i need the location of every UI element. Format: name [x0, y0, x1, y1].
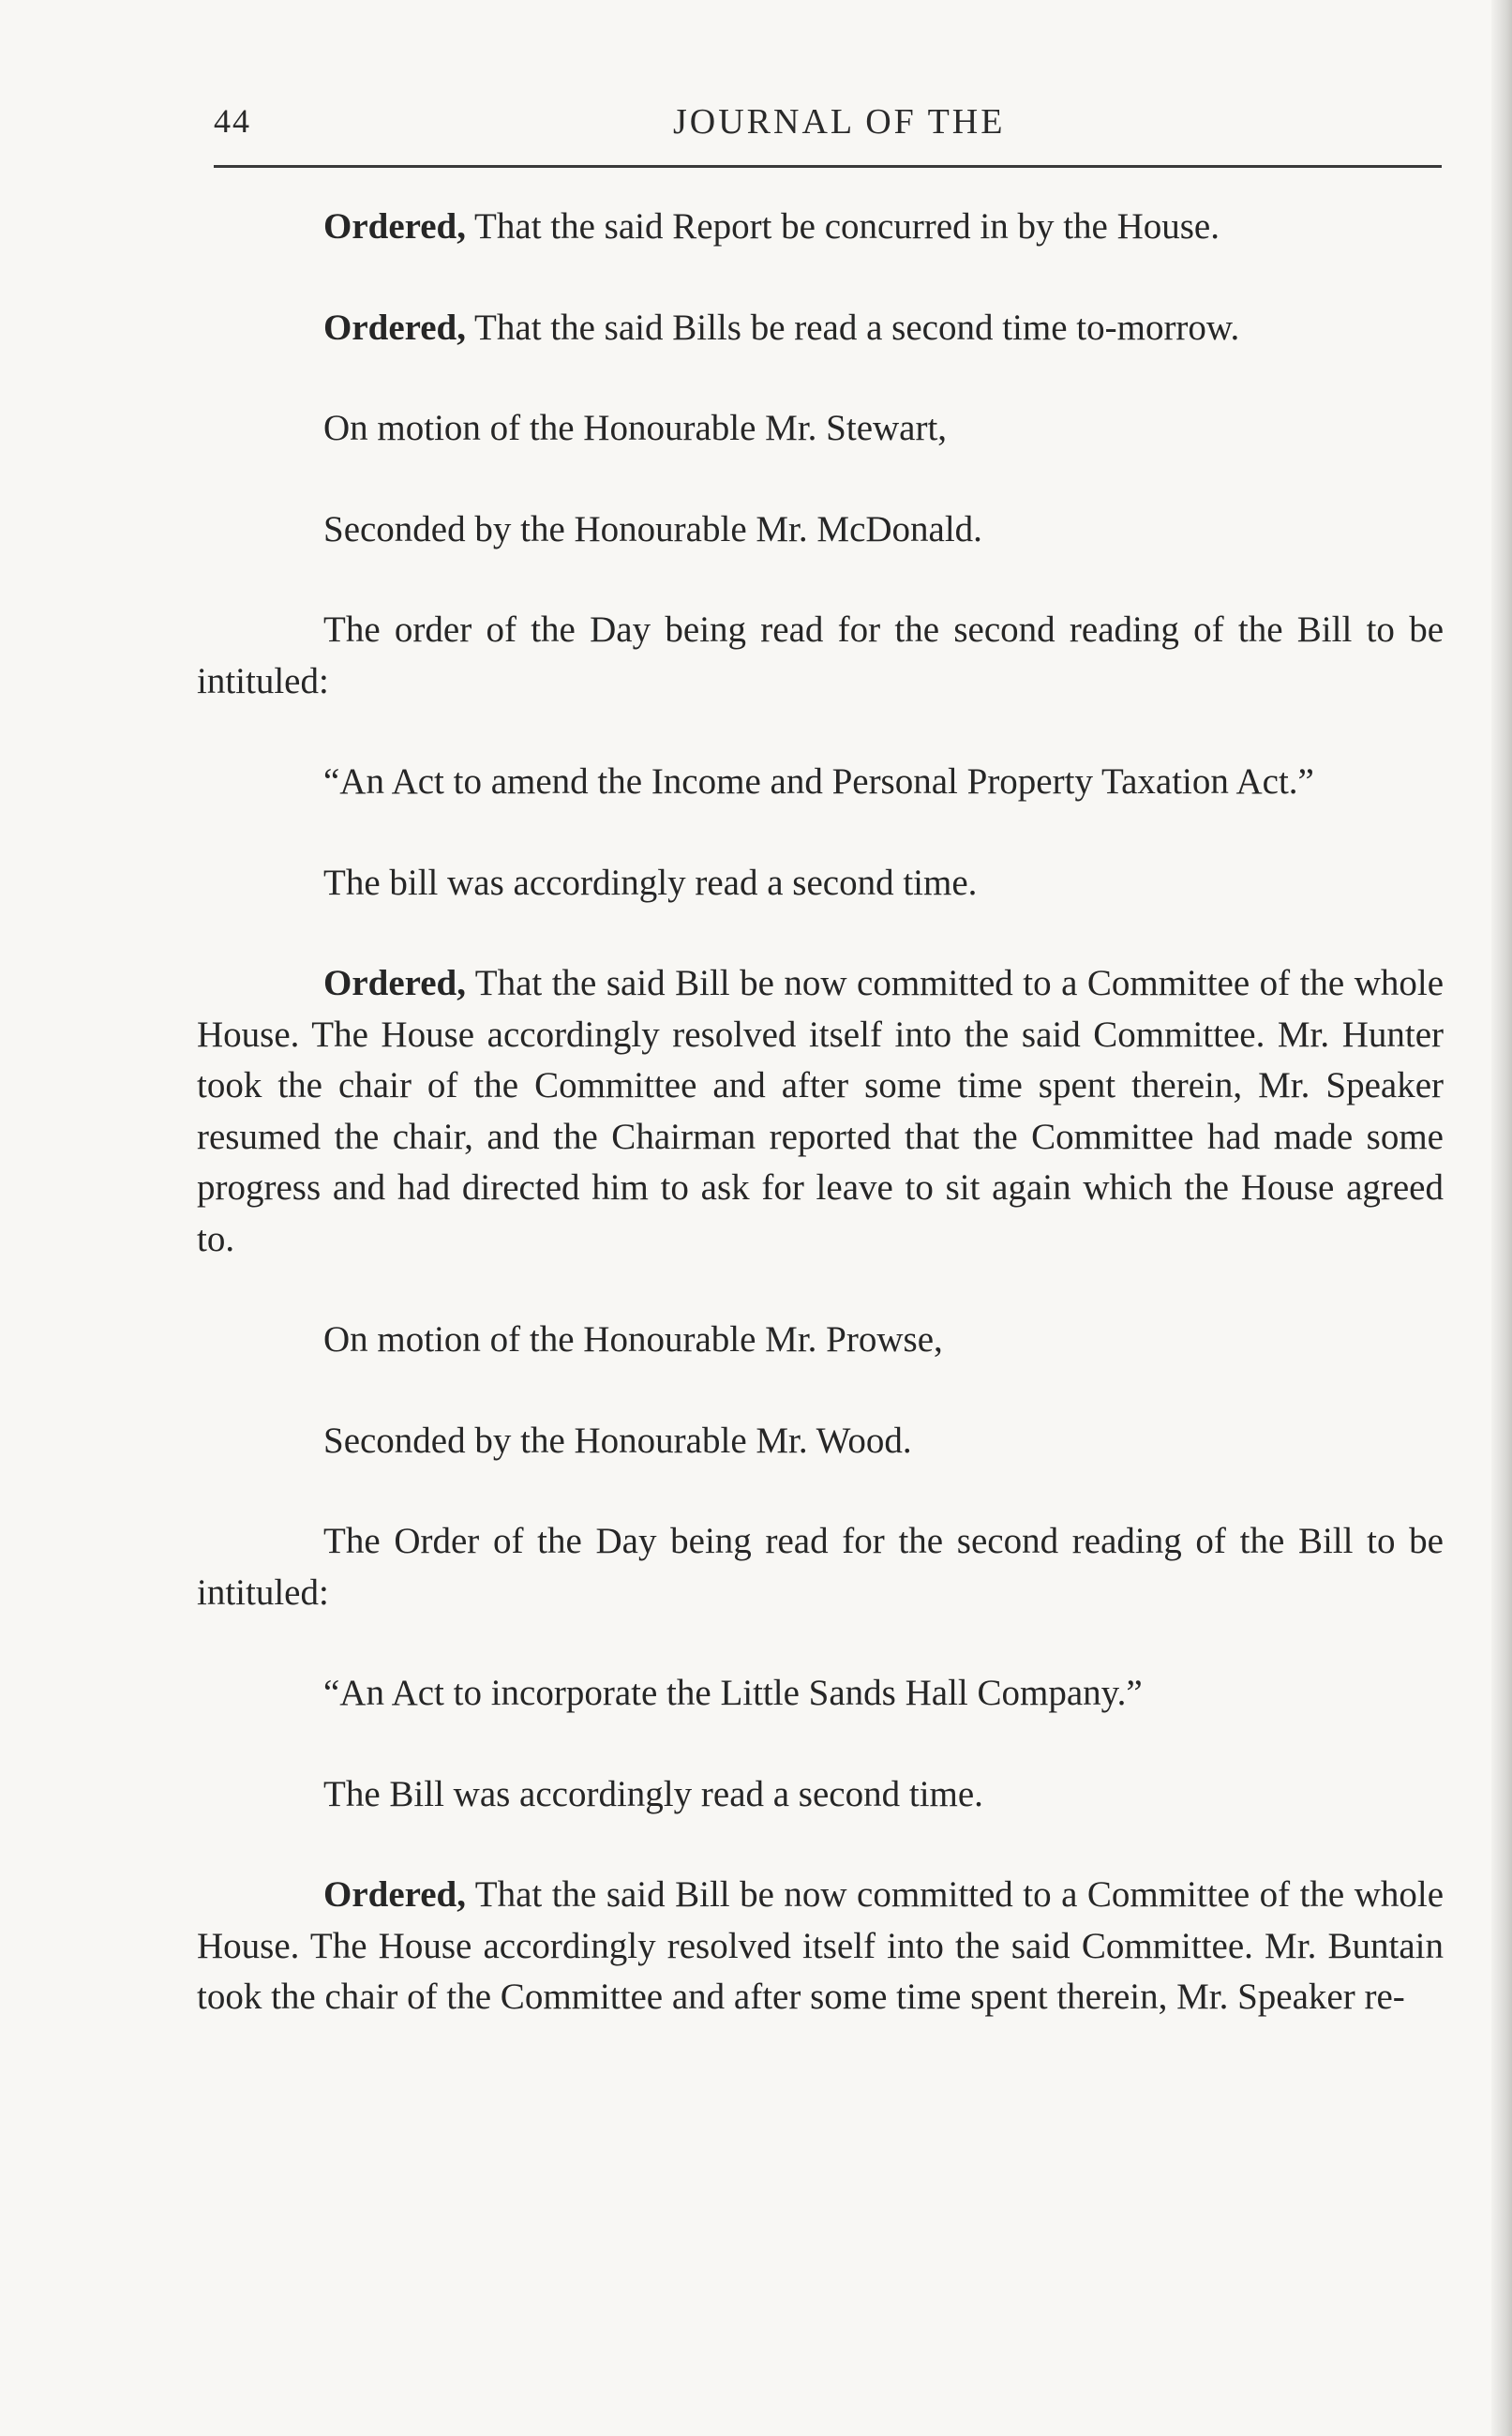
paragraph-bill-read-2	[197, 1769, 1444, 1821]
paragraph-text: That the said Bill be now committed to a Committee of the whole House. The House accordingly resolved itself into the said Committee. Mr. Buntain took the chair of the Committee and after some time spent therein, Mr. Speaker re-	[197, 1874, 1444, 2017]
paragraph-order-of-day-1	[197, 605, 1444, 707]
paragraph-text: On motion of the Honourable Mr. Stewart,	[323, 408, 948, 448]
paragraph-committee-hunter	[197, 958, 1444, 1265]
header-rule	[214, 165, 1442, 168]
paragraph-committee-buntain	[197, 1870, 1444, 2023]
paragraph-text: “An Act to incorporate the Little Sands Hall Company.”	[323, 1673, 1143, 1713]
paragraph-text: The Order of the Day being read for the second reading of the Bill to be intituled:	[197, 1521, 1444, 1613]
page-header	[214, 101, 1442, 158]
paragraph-text: “An Act to amend the Income and Personal Property Taxation Act.”	[323, 761, 1314, 802]
page-number: 44	[214, 102, 251, 140]
paragraph-report-concurred	[197, 202, 1444, 253]
paragraph-text: The Bill was accordingly read a second time.	[323, 1773, 983, 1814]
page-edge-shadow	[1491, 0, 1512, 2436]
running-title: JOURNAL OF THE	[673, 102, 1006, 142]
paragraph-text: That the said Bill be now committed to a Committee of the whole House. The House accordingly resolved itself into the said Committee. Mr. Hunter took the chair of the Committee and after some time spent therein, Mr. Speaker resumed the chair, and the Chairman reported that the Committee had made some progress and had directed him to ask for leave to sit again which the House agreed to.	[197, 963, 1444, 1259]
paragraph-text: That the said Report be concurred in by the House.	[466, 206, 1220, 247]
ordered-lead: Ordered,	[323, 963, 467, 1003]
paragraph-text: Seconded by the Honourable Mr. McDonald.	[323, 508, 982, 549]
paragraph-bill-title-little-sands	[197, 1668, 1444, 1720]
paragraph-text: That the said Bills be read a second time to-morrow.	[466, 307, 1240, 348]
paragraph-bill-title-income-tax	[197, 757, 1444, 808]
paragraph-motion-prowse	[197, 1315, 1444, 1366]
ordered-lead: Ordered,	[323, 1874, 467, 1915]
paragraph-bill-read-1	[197, 858, 1444, 910]
paragraph-text: On motion of the Honourable Mr. Prowse,	[323, 1319, 943, 1360]
paragraph-text: The order of the Day being read for the second reading of the Bill to be intituled:	[197, 609, 1444, 701]
paragraph-seconded-wood	[197, 1416, 1444, 1467]
ordered-lead: Ordered,	[323, 307, 467, 348]
journal-body	[197, 202, 1444, 2073]
paragraph-motion-stewart	[197, 403, 1444, 455]
paragraph-seconded-mcdonald	[197, 504, 1444, 556]
paragraph-text: Seconded by the Honourable Mr. Wood.	[323, 1420, 912, 1461]
ordered-lead: Ordered,	[323, 206, 467, 247]
paragraph-bills-second-time	[197, 303, 1444, 354]
paragraph-order-of-day-2	[197, 1516, 1444, 1618]
paragraph-text: The bill was accordingly read a second time.	[323, 862, 978, 903]
